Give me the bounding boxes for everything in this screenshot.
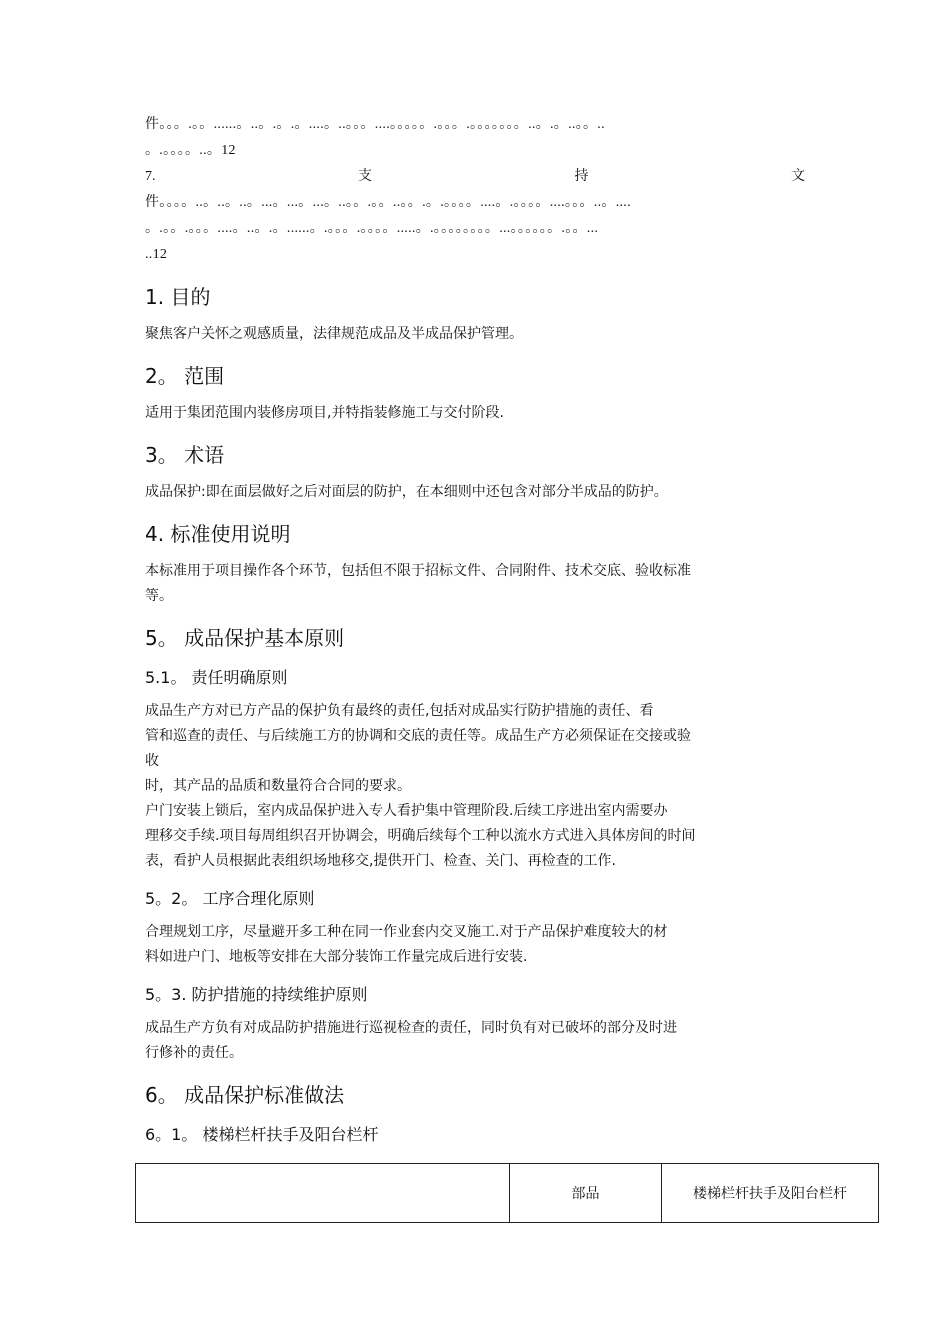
section-body-usage — [145, 559, 805, 609]
subsection-title-responsibility: 5.1。 责任明确原则 — [145, 668, 288, 687]
subsection-title-maintenance: 5。3. 防护措施的持续维护原则 — [145, 985, 368, 1004]
text-line: 本标准用于项目操作各个环节，包括但不限于招标文件、合同附件、技术交底、验收标准 — [145, 563, 691, 579]
section-title-scope: 2。 范围 — [145, 364, 225, 388]
text-line: 等。 — [145, 588, 173, 604]
subsection-title-process: 5。2。 工序合理化原则 — [145, 889, 315, 908]
text-line: 户门安装上锁后，室内成品保护进入专人看护集中管理阶段.后续工序进出室内需要办 — [145, 803, 668, 819]
section-title-purpose: 1. 目的 — [145, 285, 211, 309]
table-cell-header: 部品 — [510, 1164, 662, 1223]
toc-dot-leader: 。.。。.。。。....。..。.。......。.。。。.。。。。.....。.。。。。。。。。...。。。。。。.。。... — [145, 221, 599, 236]
subsection-body-responsibility — [145, 699, 805, 874]
section-body-purpose: 聚焦客户关怀之观感质量，法律规范成品及半成品保护管理。 — [145, 326, 523, 342]
toc-entry-7 — [145, 164, 805, 190]
subsection-body-process — [145, 920, 805, 970]
section-body-terms: 成品保护:即在面层做好之后对面层的防护，在本细则中还包含对部分半成品的防护。 — [145, 484, 668, 500]
toc-page-ref: ..12 — [145, 247, 168, 262]
text-line: 成品生产方负有对成品防护措施进行巡视检查的责任，同时负有对已破坏的部分及时进 — [145, 1020, 677, 1036]
spec-table-wrapper — [135, 1163, 879, 1223]
text-line: 管和巡查的责任、与后续施工方的协调和交底的责任等。成品生产方必须保证在交接或验 — [145, 728, 691, 744]
text-line: 收 — [145, 753, 159, 769]
section-title-principles: 5。 成品保护基本原则 — [145, 626, 345, 650]
subsection-body-maintenance — [145, 1016, 805, 1066]
section-body-scope: 适用于集团范围内装修房项目,并特指装修施工与交付阶段. — [145, 405, 504, 421]
toc-entry-char: 文 — [791, 169, 805, 184]
text-line: 合理规划工序，尽量避开多工种在同一作业套内交叉施工.对于产品保护难度较大的材 — [145, 924, 668, 940]
text-line: 料如进户门、地板等安排在大部分装饰工作量完成后进行安装. — [145, 949, 528, 965]
table-row — [136, 1164, 879, 1223]
section-title-standard-methods: 6。 成品保护标准做法 — [145, 1083, 345, 1107]
toc-dot-leader: 件。。。.。。......。..。.。.。....。..。。。....。。。。。.。。。.。。。。。。。..。.。..。。.. — [145, 117, 605, 132]
text-line: 成品生产方对已方产品的保护负有最终的责任,包括对成品实行防护措施的责任、看 — [145, 703, 654, 719]
toc-entry-char: 持 — [574, 169, 589, 184]
text-line: 行修补的责任。 — [145, 1045, 243, 1061]
toc-page-ref: 。.。。。。..。12 — [145, 143, 236, 158]
toc-dot-leader: 件。。。。..。..。..。...。...。...。..。。.。。..。。.。.。。。。....。.。。。。....。。。..。.... — [145, 195, 631, 210]
table-cell-value: 楼梯栏杆扶手及阳台栏杆 — [662, 1164, 879, 1223]
section-title-terms: 3。 术语 — [145, 443, 225, 467]
text-line: 表，看护人员根据此表组织场地移交,提供开门、检查、关门、再检查的工作. — [145, 853, 616, 869]
text-line: 时，其产品的品质和数量符合合同的要求。 — [145, 778, 411, 794]
table-cell-empty — [136, 1164, 510, 1223]
section-title-usage: 4. 标准使用说明 — [145, 522, 291, 546]
text-line: 理移交手续.项目每周组织召开协调会，明确后续每个工种以流水方式进入具体房间的时间 — [145, 828, 696, 844]
document-page — [145, 112, 805, 1156]
toc-entry-number: 7. — [145, 169, 156, 184]
spec-table — [135, 1163, 879, 1223]
toc-entry-char: 支 — [358, 169, 372, 184]
subsection-title-railings: 6。1。 楼梯栏杆扶手及阳台栏杆 — [145, 1125, 379, 1144]
